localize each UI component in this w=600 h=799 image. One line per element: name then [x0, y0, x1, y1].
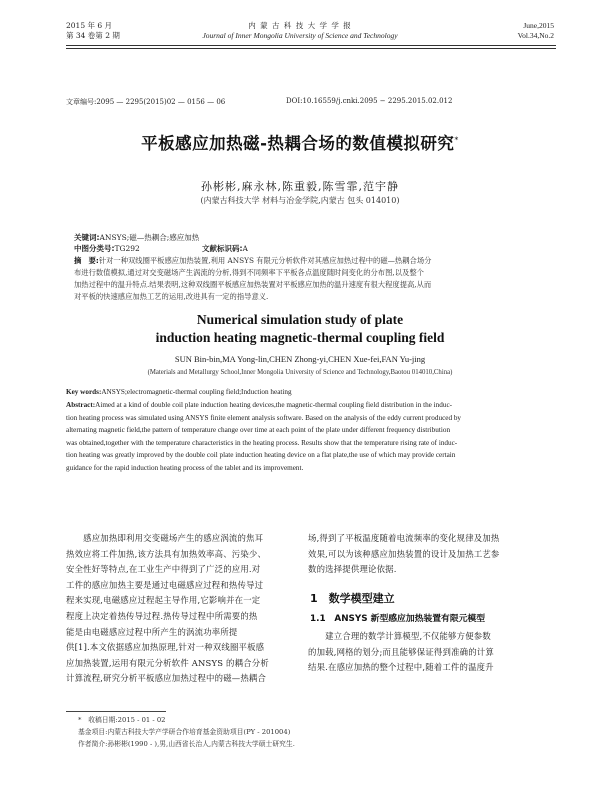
abstract-label-en: Abstract:	[66, 401, 96, 409]
journal-name-cn: 内 蒙 古 科 技 大 学 学 报	[248, 21, 352, 30]
body-text-line: 计算流程,研究分析平板感应加热过程中的磁—热耦合	[66, 673, 267, 684]
keywords-cn	[74, 232, 199, 243]
page-title-en-line1: Numerical simulation study of plate	[196, 312, 404, 327]
body-text-line: 应加热装置,运用有限元分析软件 ANSYS 的耦合分析	[66, 657, 269, 668]
body-left-column	[66, 531, 298, 687]
header-volume: 第 34 卷第 2 期	[66, 31, 120, 40]
abstract-en	[66, 399, 550, 475]
body-text-line: 场,得到了平板温度随着电流频率的变化规律及加热	[308, 533, 500, 543]
header-journal	[0, 21, 600, 41]
classification-cn	[74, 243, 140, 254]
abstract-en-line: alternating magnetic field,the pattern of temperature change over time at each point of the plate under different frequency distribution	[66, 426, 451, 435]
footnotes	[78, 714, 295, 750]
journal-name-en: Journal of Inner Mongolia University of Science and Technology	[202, 31, 398, 40]
header-right	[518, 21, 554, 41]
abstract-en-line	[66, 399, 550, 412]
keywords-value: ANSYS;磁—热耦合;感应加热	[99, 233, 200, 242]
body-text-line: 安全性好等特点,在工业生产中得到了广泛的应用.对	[66, 564, 261, 575]
authors-en: SUN Bin-bin,MA Yong-lin,CHEN Zhong-yi,CHEN Xue-fei,FAN Yu-jing	[174, 354, 426, 364]
body-text-line: 工件的感应加热主要是通过电磁感应过程和热传导过	[66, 579, 264, 590]
affiliation-en: (Materials and Metallurgy School,Inner Mongolia University of Science and Technology,Baotou 014010,China)	[147, 369, 453, 376]
abstract-label-cn: 摘 要:	[74, 256, 99, 265]
header-rule-thin	[66, 48, 556, 49]
keywords-label-en: Key words:	[66, 388, 102, 396]
body-text-line: 能是由电磁感应过程中所产生的涡流功率所提	[66, 626, 238, 637]
body-right-column-bottom	[308, 629, 550, 676]
header-date-en: June,2015	[523, 21, 554, 30]
doi: DOI:10.16559/j.cnki.2095 − 2295.2015.02.012	[286, 97, 453, 105]
body-text-line: 效果,可以为该种感应加热装置的设计及加热工艺参	[308, 548, 500, 559]
abstract-en-line: guidance for the rapid induction heating process of the tablet and its improvement.	[66, 463, 304, 472]
body-text-line: 结果.在感应加热的整个过程中,随着工件的温度升	[308, 662, 494, 673]
title-footnote-mark: *	[454, 135, 459, 145]
article-number: 文章编号:2095 — 2295(2015)02 — 0156 — 06	[66, 98, 226, 106]
subsection-heading-1-1: 1.1 ANSYS 新型感应加热装置有限元模型	[310, 614, 486, 624]
abstract-cn-line	[74, 255, 550, 267]
abstract-en-line: was obtained,together with the temperature characteristics in the heating process. Results show that the temperature rising rate of induc-	[66, 438, 458, 447]
body-right-column-top	[308, 531, 550, 578]
header-date: 2015 年 6 月	[66, 21, 113, 30]
body-text-line: 建立合理的数学计算模型,不仅能够方便参数	[308, 631, 491, 641]
affiliation-cn: (内蒙古科技大学 材料与冶金学院,内蒙古 包头 014010)	[200, 196, 400, 205]
footnote-rule	[66, 711, 166, 712]
keywords-label: 关键词:	[74, 233, 100, 242]
clc-label: 中图分类号:	[74, 244, 115, 253]
body-text-line: 程度上决定着热传导过程.热传导过程中所需要的热	[66, 610, 258, 621]
body-text-line: 程来实现,电磁感应过程起主导作用,它影响并在一定	[66, 595, 261, 606]
abstract-cn	[74, 255, 550, 303]
footnote-fund: 基金项目:内蒙古科技大学产学研合作培育基金资助项目(PY - 201004)	[78, 728, 291, 736]
title-text: 平板感应加热磁-热耦合场的数值模拟研究	[141, 134, 455, 153]
keywords-value-en: ANSYS;electromagnetic-thermal coupling field;Induction heating	[101, 388, 292, 396]
abstract-en-text: Aimed at a kind of double coil plate induction heating devices,the magnetic-thermal coupling field distribution in the induc-	[95, 401, 453, 409]
clc-value: TG292	[114, 244, 140, 253]
abstract-cn-line: 加热过程中的温升特点.结果表明,这种双线圈平板感应加热装置对平板感应加热的温升速度有很大程度提高,从而	[74, 280, 432, 289]
body-text-line: 供[1].本文依据感应加热原理,针对一种双线圈平板感	[66, 642, 265, 653]
abstract-cn-line: 布进行数值模拟,通过对交变磁场产生涡流的分析,得到不同频率下平板各点温度随时间变化的分布图,以及整个	[74, 268, 424, 277]
keywords-en	[66, 386, 550, 399]
footnote-author: 作者简介:孙彬彬(1990 - ),男,山西省长治人,内蒙古科技大学硕士研究生.	[78, 740, 295, 748]
doc-code-cn	[202, 243, 248, 254]
body-text-line: 热效应将工件加热,该方法具有加热效率高、污染少、	[66, 548, 267, 559]
header-volume-en: Vol.34,No.2	[517, 31, 554, 40]
page-title-cn	[0, 130, 600, 154]
abstract-cn-text: 针对一种双线圈平板感应加热装置,利用 ANSYS 有限元分析软件对其感应加热过程中的磁—热耦合场分	[98, 256, 432, 265]
abstract-en-line: tion heating process was simulated using ANSYS finite element analysis software. Based on the analysis of the eddy current produced by	[66, 413, 462, 422]
section-heading-1: 1 数学模型建立	[310, 592, 395, 605]
doc-code-value: A	[242, 244, 248, 253]
abstract-en-line: tion heating was greatly improved by the double coil plate induction heating device on a flat plate,the use of which may provide certain	[66, 451, 456, 460]
body-text-line: 的加载,网格的划分;而且能够保证得到准确的计算	[308, 646, 494, 657]
body-text-line: 感应加热即利用交变磁场产生的感应涡流的焦耳	[66, 533, 264, 543]
header-rule	[66, 45, 556, 46]
doc-code-label: 文献标识码:	[202, 244, 243, 253]
page-title-en-line2: induction heating magnetic-thermal coupling field	[155, 330, 445, 345]
abstract-cn-line: 对平板的快速感应加热工艺的运用,改进具有一定的指导意义.	[74, 292, 269, 301]
footnote-received: * 收稿日期:2015 - 01 - 02	[78, 716, 166, 724]
authors-cn: 孙彬彬,麻永林,陈重毅,陈雪霏,范宇静	[201, 180, 399, 193]
body-text-line: 数的选择提供理论依据.	[308, 564, 397, 575]
